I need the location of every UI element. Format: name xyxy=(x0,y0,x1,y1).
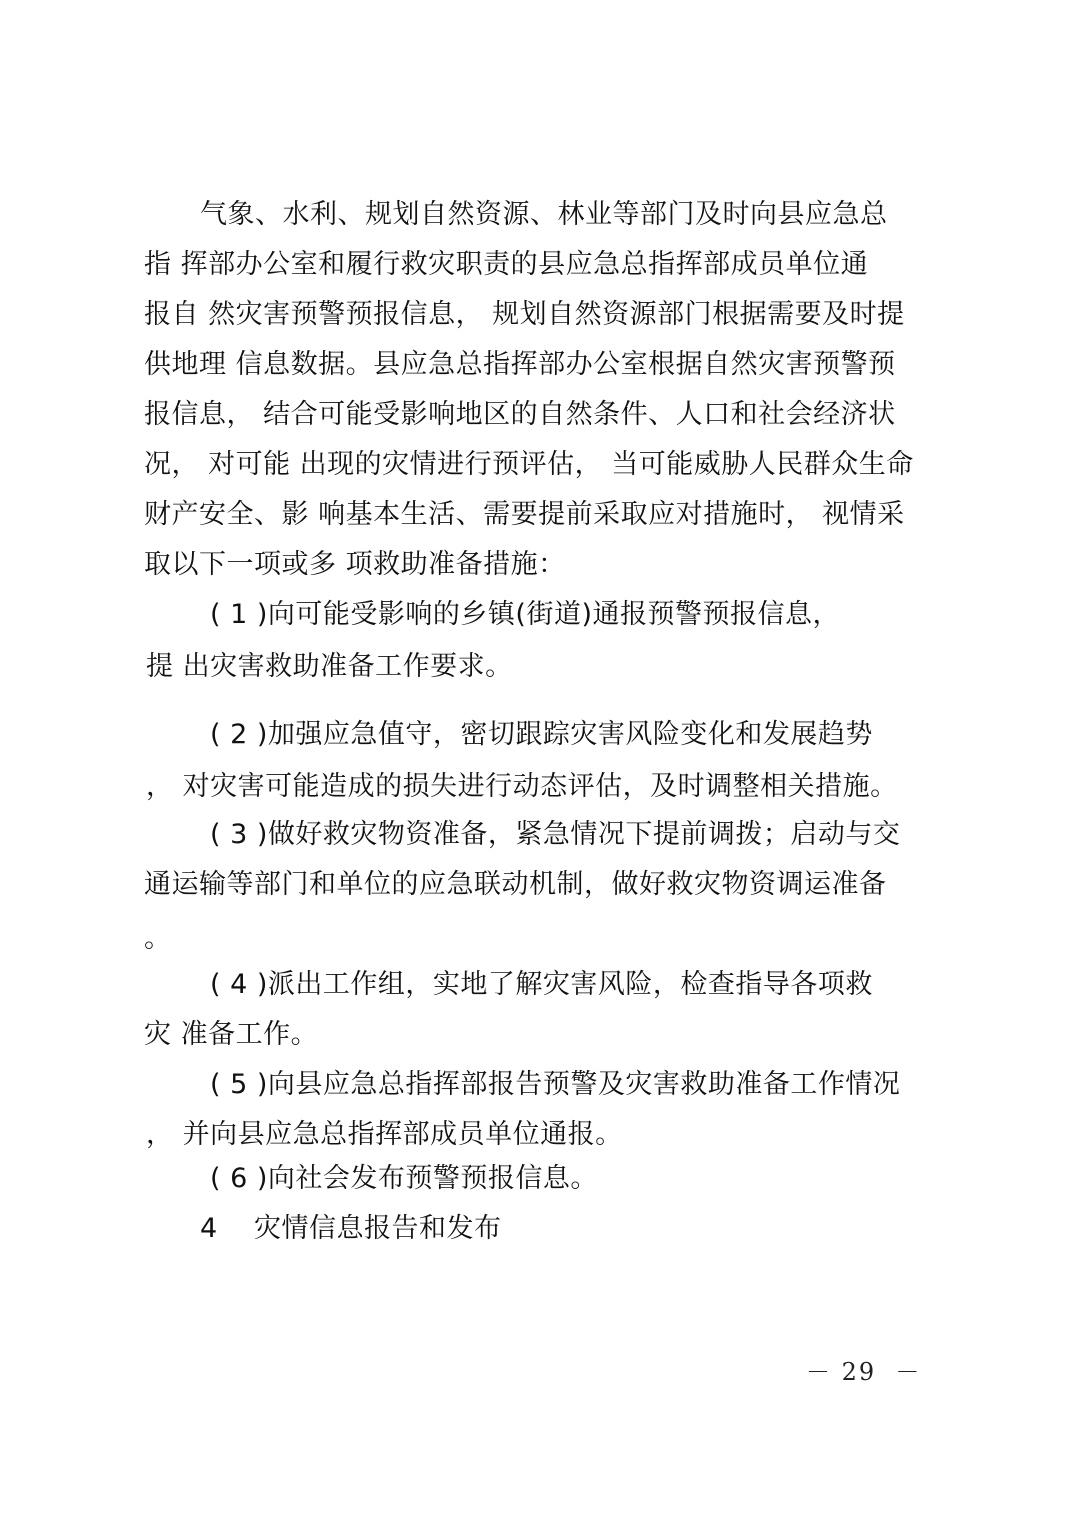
page-number: － 29 － xyxy=(806,1358,922,1386)
text-line: 提 出灾害救助准备工作要求。 xyxy=(146,651,513,682)
text-line: 气象、水利、规划自然资源、林业等部门及时向县应急总 xyxy=(200,199,888,230)
text-line: 报信息， 结合可能受影响地区的自然条件、人口和社会经济状 xyxy=(144,399,896,430)
list-item-2: ( 2 )加强应急值守，密切跟踪灾害风险变化和发展趋势 xyxy=(210,719,873,750)
list-item-5: ( 5 )向县应急总指挥部报告预警及灾害救助准备工作情况 xyxy=(210,1069,901,1100)
list-item-4: ( 4 )派出工作组，实地了解灾害风险，检查指导各项救 xyxy=(210,969,873,1000)
text-line: 灾 准备工作。 xyxy=(144,1019,319,1050)
section-heading: 4 灾情信息报告和发布 xyxy=(200,1213,502,1244)
text-line: 报自 然灾害预警预报信息， 规划自然资源部门根据需要及时提 xyxy=(144,299,905,330)
text-line: 取以下一项或多 项救助准备措施： xyxy=(144,549,566,580)
text-line: 供地理 信息数据。县应急总指挥部办公室根据自然灾害预警预 xyxy=(144,349,896,380)
text-line: 。 xyxy=(144,923,172,954)
text-line: 指 挥部办公室和履行救灾职责的县应急总指挥部成员单位通 xyxy=(144,249,869,280)
text-line: 财产安全、影 响基本生活、需要提前采取应对措施时， 视情采 xyxy=(144,499,905,530)
text-line: ， 对灾害可能造成的损失进行动态评估，及时调整相关措施。 xyxy=(146,771,898,802)
text-line: 况， 对可能 出现的灾情进行预评估， 当可能威胁人民群众生命 xyxy=(144,449,914,480)
list-item-6: ( 6 )向社会发布预警预报信息。 xyxy=(210,1163,598,1194)
list-item-1: ( 1 )向可能受影响的乡镇(街道)通报预警预报信息， xyxy=(210,599,840,630)
list-item-3: ( 3 )做好救灾物资准备，紧急情况下提前调拨；启动与交 xyxy=(210,819,901,850)
text-line: 通运输等部门和单位的应急联动机制，做好救灾物资调运准备 xyxy=(144,869,887,900)
text-line: ， 并向县应急总指挥部成员单位通报。 xyxy=(146,1119,623,1150)
